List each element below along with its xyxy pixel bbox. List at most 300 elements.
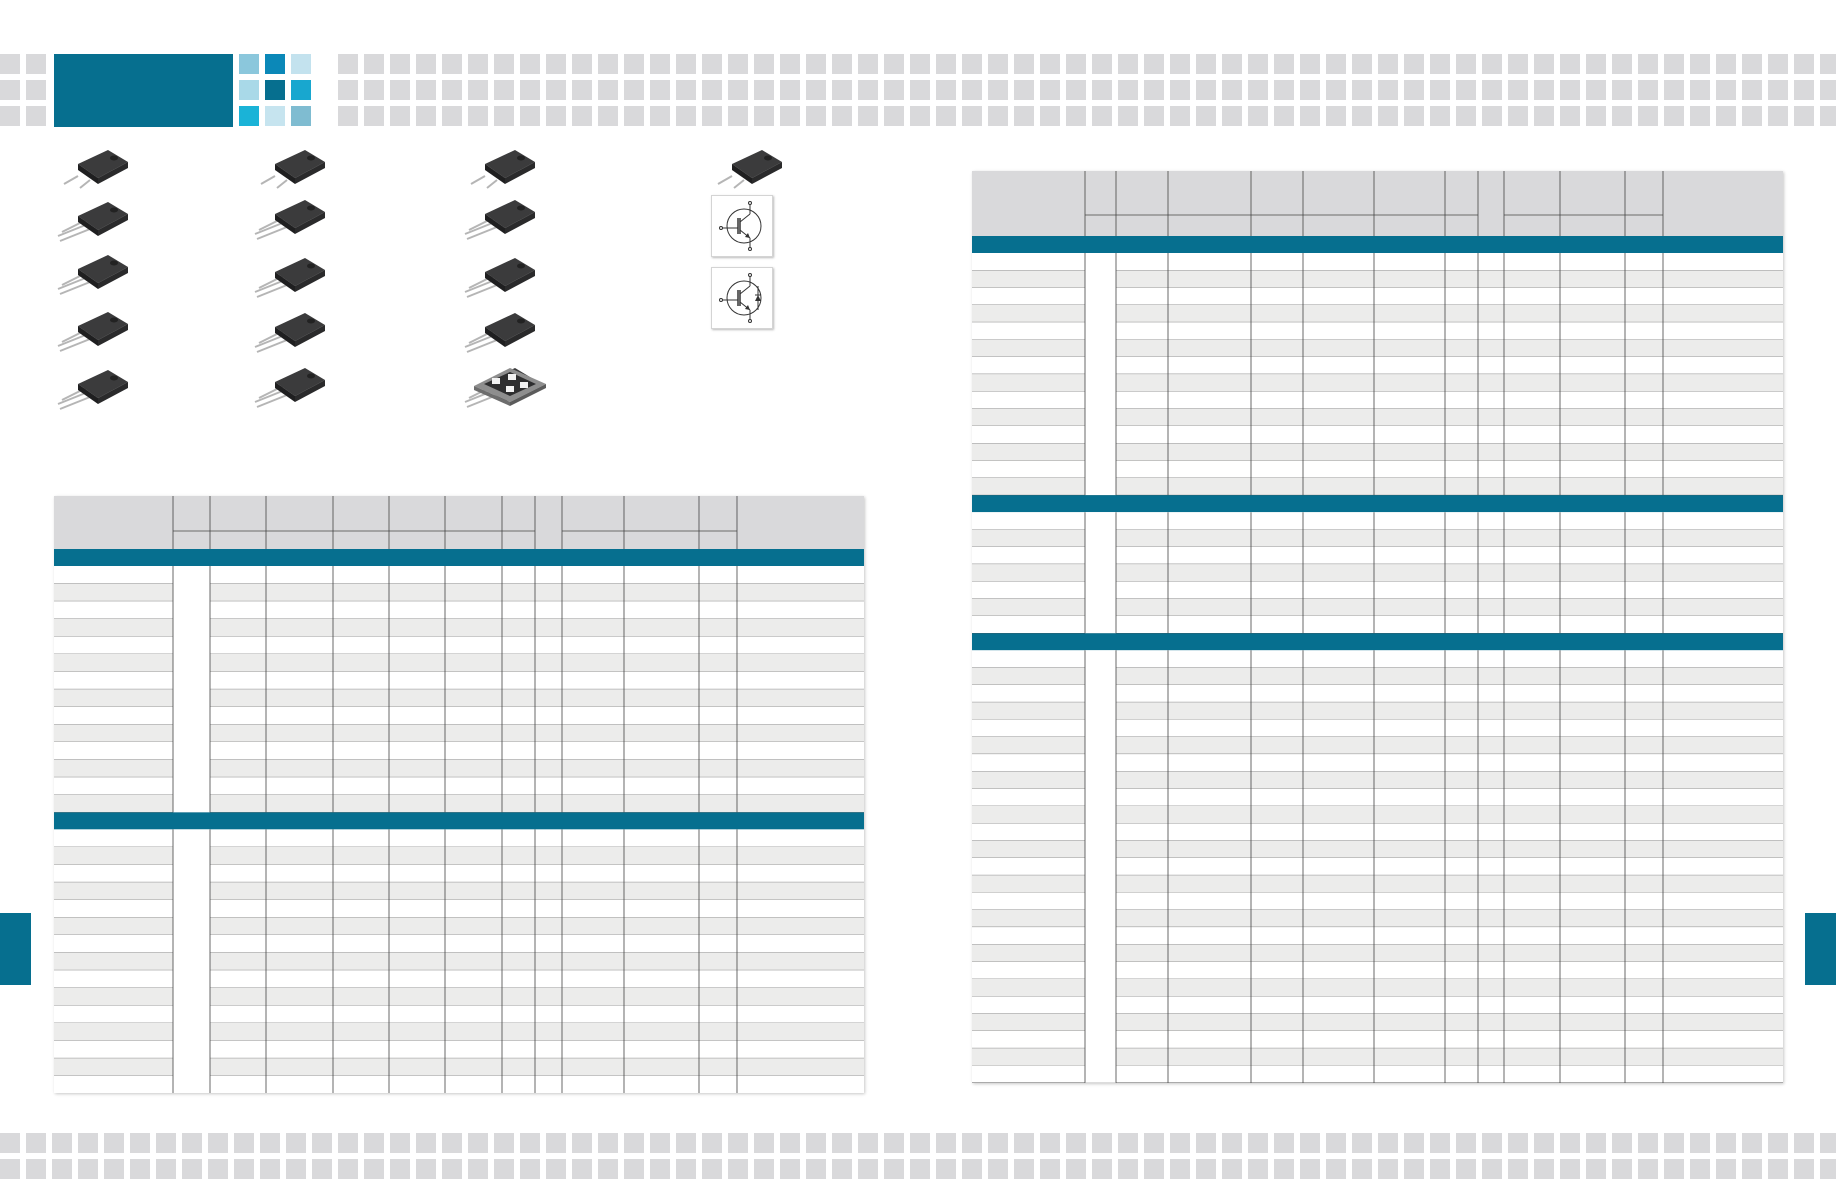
band-square <box>1664 1159 1684 1179</box>
band-square <box>988 80 1008 100</box>
band-square <box>78 1133 98 1153</box>
band-square <box>676 106 696 126</box>
band-square <box>1716 80 1736 100</box>
band-square <box>338 54 358 74</box>
band-square <box>728 80 748 100</box>
band-square <box>572 106 592 126</box>
band-square <box>1196 80 1216 100</box>
band-square <box>546 1159 566 1179</box>
band-square <box>286 1159 306 1179</box>
transistor-package-icon <box>247 248 337 303</box>
band-square <box>1768 54 1788 74</box>
band-square <box>910 54 930 74</box>
band-square <box>598 80 618 100</box>
band-square <box>1638 1133 1658 1153</box>
right-section-tab <box>1805 913 1836 985</box>
band-square <box>1196 1133 1216 1153</box>
section-header-bar <box>972 495 1783 512</box>
band-square <box>806 1133 826 1153</box>
band-square <box>650 1133 670 1153</box>
band-square <box>1690 54 1710 74</box>
transistor-package-icon <box>457 303 547 358</box>
band-square <box>312 1133 332 1153</box>
band-square <box>1742 54 1762 74</box>
band-square <box>884 80 904 100</box>
band-square <box>546 80 566 100</box>
band-square <box>1352 1133 1372 1153</box>
band-square <box>1482 1159 1502 1179</box>
band-square <box>702 1159 722 1179</box>
band-square <box>1326 1133 1346 1153</box>
band-square <box>390 80 410 100</box>
band-square <box>1482 80 1502 100</box>
band-square <box>1326 106 1346 126</box>
header-title-block <box>54 54 233 127</box>
band-square <box>1014 54 1034 74</box>
band-square <box>1456 80 1476 100</box>
band-square <box>338 80 358 100</box>
band-square <box>520 1159 540 1179</box>
section-header-bar <box>972 236 1783 253</box>
mosaic-square <box>239 80 259 100</box>
band-square <box>1482 1133 1502 1153</box>
band-square <box>1144 54 1164 74</box>
band-square <box>1586 1133 1606 1153</box>
transistor-package-icon <box>50 302 140 357</box>
band-square <box>728 54 748 74</box>
power-module-package-icon <box>470 360 550 413</box>
band-square <box>390 106 410 126</box>
band-square <box>1716 1133 1736 1153</box>
band-square <box>1560 1159 1580 1179</box>
band-square <box>1430 80 1450 100</box>
band-square <box>728 1159 748 1179</box>
band-square <box>1690 80 1710 100</box>
band-square <box>208 1159 228 1179</box>
band-square <box>1326 80 1346 100</box>
band-square <box>676 1159 696 1179</box>
band-square <box>0 54 20 74</box>
band-square <box>104 1133 124 1153</box>
band-square <box>1716 1159 1736 1179</box>
band-square <box>1248 80 1268 100</box>
band-square <box>832 106 852 126</box>
band-square <box>988 1133 1008 1153</box>
band-square <box>1820 54 1836 74</box>
mosaic-square <box>265 54 285 74</box>
band-square <box>728 106 748 126</box>
transistor-package-icon <box>247 303 337 358</box>
merged-column-cell <box>1085 650 1116 1082</box>
band-square <box>1820 1133 1836 1153</box>
band-square <box>1534 54 1554 74</box>
band-square <box>1404 106 1424 126</box>
band-square <box>1274 106 1294 126</box>
bottom-pattern-band <box>0 1133 1836 1187</box>
band-square <box>1664 1133 1684 1153</box>
band-square <box>858 106 878 126</box>
band-square <box>936 1133 956 1153</box>
band-square <box>936 106 956 126</box>
band-square <box>1274 1133 1294 1153</box>
band-square <box>624 1133 644 1153</box>
band-square <box>910 1159 930 1179</box>
igbt-with-diode-symbol-icon <box>711 267 773 329</box>
band-square <box>1170 1133 1190 1153</box>
band-square <box>1586 106 1606 126</box>
band-square <box>1066 1133 1086 1153</box>
band-square <box>416 1133 436 1153</box>
band-square <box>1508 1133 1528 1153</box>
band-square <box>832 1133 852 1153</box>
band-square <box>364 80 384 100</box>
band-square <box>286 1133 306 1153</box>
band-square <box>780 54 800 74</box>
band-square <box>1508 106 1528 126</box>
band-square <box>624 80 644 100</box>
band-square <box>1404 54 1424 74</box>
band-square <box>1612 106 1632 126</box>
band-square <box>1300 54 1320 74</box>
band-square <box>806 54 826 74</box>
band-square <box>26 80 46 100</box>
band-square <box>156 1159 176 1179</box>
band-square <box>806 106 826 126</box>
band-square <box>1638 54 1658 74</box>
transistor-package-icon <box>247 140 337 195</box>
band-square <box>936 1159 956 1179</box>
band-square <box>78 1159 98 1179</box>
band-square <box>1144 80 1164 100</box>
band-square <box>1430 1133 1450 1153</box>
band-square <box>520 106 540 126</box>
band-square <box>1820 80 1836 100</box>
band-square <box>1534 1133 1554 1153</box>
band-square <box>572 1133 592 1153</box>
band-square <box>1222 1133 1242 1153</box>
band-square <box>1248 1159 1268 1179</box>
band-square <box>1274 1159 1294 1179</box>
band-square <box>1742 106 1762 126</box>
band-square <box>1794 106 1814 126</box>
band-square <box>1508 54 1528 74</box>
band-square <box>1456 1159 1476 1179</box>
band-square <box>1352 54 1372 74</box>
band-square <box>1300 1133 1320 1153</box>
band-square <box>1300 80 1320 100</box>
band-square <box>884 1159 904 1179</box>
band-square <box>520 80 540 100</box>
band-square <box>546 106 566 126</box>
band-square <box>1768 106 1788 126</box>
band-square <box>962 80 982 100</box>
band-square <box>1274 54 1294 74</box>
section-header-bar <box>54 549 864 566</box>
band-square <box>1638 106 1658 126</box>
band-square <box>1352 1159 1372 1179</box>
merged-column-cell <box>1085 253 1116 495</box>
band-square <box>832 80 852 100</box>
band-square <box>624 106 644 126</box>
band-square <box>1092 80 1112 100</box>
band-square <box>1794 1159 1814 1179</box>
transistor-package-icon <box>457 140 547 195</box>
band-square <box>234 1133 254 1153</box>
band-square <box>338 106 358 126</box>
band-square <box>988 54 1008 74</box>
band-square <box>468 80 488 100</box>
band-square <box>1378 1133 1398 1153</box>
band-square <box>1820 106 1836 126</box>
band-square <box>702 80 722 100</box>
band-square <box>1716 106 1736 126</box>
band-square <box>1170 54 1190 74</box>
band-square <box>1092 1133 1112 1153</box>
band-square <box>1742 80 1762 100</box>
band-square <box>1612 80 1632 100</box>
band-square <box>416 1159 436 1179</box>
band-square <box>624 1159 644 1179</box>
band-square <box>494 1159 514 1179</box>
band-square <box>1534 1159 1554 1179</box>
band-square <box>52 1159 72 1179</box>
band-square <box>494 106 514 126</box>
band-square <box>1170 80 1190 100</box>
band-square <box>468 54 488 74</box>
band-square <box>442 106 462 126</box>
band-square <box>0 1159 20 1179</box>
band-square <box>1742 1133 1762 1153</box>
band-square <box>572 80 592 100</box>
band-square <box>1066 106 1086 126</box>
transistor-package-icon <box>50 192 140 247</box>
band-square <box>1404 1133 1424 1153</box>
left-spec-table <box>54 496 864 1093</box>
band-square <box>1222 1159 1242 1179</box>
band-square <box>494 80 514 100</box>
band-square <box>754 1133 774 1153</box>
band-square <box>1300 1159 1320 1179</box>
band-square <box>884 106 904 126</box>
band-square <box>910 1133 930 1153</box>
band-square <box>1664 54 1684 74</box>
band-square <box>702 54 722 74</box>
band-square <box>442 54 462 74</box>
band-square <box>1014 1133 1034 1153</box>
mosaic-square <box>239 54 259 74</box>
band-square <box>1378 106 1398 126</box>
right-spec-table <box>972 171 1783 1083</box>
band-square <box>1144 1133 1164 1153</box>
band-square <box>936 80 956 100</box>
band-square <box>260 1133 280 1153</box>
section-header-bar <box>972 633 1783 650</box>
band-square <box>1612 1159 1632 1179</box>
band-square <box>858 80 878 100</box>
mosaic-square <box>265 106 285 126</box>
band-square <box>104 1159 124 1179</box>
band-square <box>1794 54 1814 74</box>
igbt-symbol-icon <box>711 195 773 257</box>
band-square <box>1820 1159 1836 1179</box>
band-square <box>1690 1159 1710 1179</box>
band-square <box>1326 54 1346 74</box>
band-square <box>1794 1133 1814 1153</box>
band-square <box>1014 106 1034 126</box>
band-square <box>52 1133 72 1153</box>
band-square <box>988 106 1008 126</box>
band-square <box>1768 1159 1788 1179</box>
band-square <box>312 1159 332 1179</box>
band-square <box>1430 1159 1450 1179</box>
band-square <box>364 106 384 126</box>
band-square <box>598 54 618 74</box>
band-square <box>780 1133 800 1153</box>
mosaic-square <box>291 80 311 100</box>
band-square <box>936 54 956 74</box>
band-square <box>1118 1159 1138 1179</box>
band-square <box>598 1159 618 1179</box>
band-square <box>1404 80 1424 100</box>
band-square <box>1014 80 1034 100</box>
band-square <box>1326 1159 1346 1179</box>
band-square <box>702 1133 722 1153</box>
merged-column-cell <box>1085 512 1116 633</box>
band-square <box>182 1133 202 1153</box>
band-square <box>1040 1159 1060 1179</box>
band-square <box>1066 80 1086 100</box>
band-square <box>1196 106 1216 126</box>
band-square <box>442 1159 462 1179</box>
section-header-bar <box>54 812 864 829</box>
band-square <box>1378 1159 1398 1179</box>
band-square <box>962 1159 982 1179</box>
band-square <box>676 1133 696 1153</box>
band-square <box>1248 1133 1268 1153</box>
table-header <box>54 496 864 549</box>
band-square <box>364 1159 384 1179</box>
merged-column-cell <box>173 566 210 812</box>
band-square <box>1482 106 1502 126</box>
band-square <box>1118 106 1138 126</box>
transistor-package-icon <box>50 140 140 195</box>
band-square <box>26 54 46 74</box>
band-square <box>182 1159 202 1179</box>
band-square <box>1378 54 1398 74</box>
band-square <box>1586 80 1606 100</box>
band-square <box>1690 106 1710 126</box>
band-square <box>1066 1159 1086 1179</box>
band-square <box>1170 106 1190 126</box>
band-square <box>1560 106 1580 126</box>
band-square <box>962 106 982 126</box>
band-square <box>1248 54 1268 74</box>
band-square <box>1586 1159 1606 1179</box>
band-square <box>130 1133 150 1153</box>
band-square <box>1612 54 1632 74</box>
band-square <box>0 1133 20 1153</box>
band-square <box>780 80 800 100</box>
band-square <box>1118 54 1138 74</box>
band-square <box>884 1133 904 1153</box>
band-square <box>728 1133 748 1153</box>
band-square <box>832 54 852 74</box>
band-square <box>1456 54 1476 74</box>
merged-column-cell <box>173 829 210 1093</box>
band-square <box>338 1159 358 1179</box>
table-header <box>972 171 1783 236</box>
band-square <box>156 1133 176 1153</box>
band-square <box>754 54 774 74</box>
band-square <box>1508 80 1528 100</box>
band-square <box>260 1159 280 1179</box>
band-square <box>1716 54 1736 74</box>
band-square <box>1118 80 1138 100</box>
band-square <box>806 80 826 100</box>
band-square <box>1664 106 1684 126</box>
band-square <box>468 1133 488 1153</box>
band-square <box>572 54 592 74</box>
band-square <box>26 1159 46 1179</box>
band-square <box>858 1133 878 1153</box>
band-square <box>546 54 566 74</box>
band-square <box>806 1159 826 1179</box>
band-square <box>1690 1133 1710 1153</box>
band-square <box>1170 1159 1190 1179</box>
band-square <box>1092 1159 1112 1179</box>
band-square <box>468 106 488 126</box>
band-square <box>598 106 618 126</box>
band-square <box>1456 1133 1476 1153</box>
mosaic-square <box>239 106 259 126</box>
band-square <box>0 106 20 126</box>
band-square <box>1508 1159 1528 1179</box>
transistor-package-icon <box>704 140 794 195</box>
band-square <box>1118 1133 1138 1153</box>
band-square <box>1638 1159 1658 1179</box>
band-square <box>26 106 46 126</box>
band-square <box>1430 106 1450 126</box>
band-square <box>910 80 930 100</box>
band-square <box>1144 106 1164 126</box>
band-square <box>754 80 774 100</box>
band-square <box>520 54 540 74</box>
band-square <box>1794 80 1814 100</box>
band-square <box>676 80 696 100</box>
band-square <box>1560 1133 1580 1153</box>
band-square <box>1352 106 1372 126</box>
band-square <box>1612 1133 1632 1153</box>
band-square <box>1534 106 1554 126</box>
band-square <box>416 80 436 100</box>
band-square <box>468 1159 488 1179</box>
band-square <box>364 54 384 74</box>
band-square <box>390 54 410 74</box>
band-square <box>1768 80 1788 100</box>
band-square <box>442 80 462 100</box>
band-square <box>1196 54 1216 74</box>
band-square <box>1144 1159 1164 1179</box>
band-square <box>650 1159 670 1179</box>
band-square <box>1248 106 1268 126</box>
band-square <box>364 1133 384 1153</box>
band-square <box>546 1133 566 1153</box>
transistor-package-icon <box>50 360 140 415</box>
band-square <box>1482 54 1502 74</box>
band-square <box>1768 1133 1788 1153</box>
left-section-tab <box>0 913 31 985</box>
band-square <box>650 80 670 100</box>
